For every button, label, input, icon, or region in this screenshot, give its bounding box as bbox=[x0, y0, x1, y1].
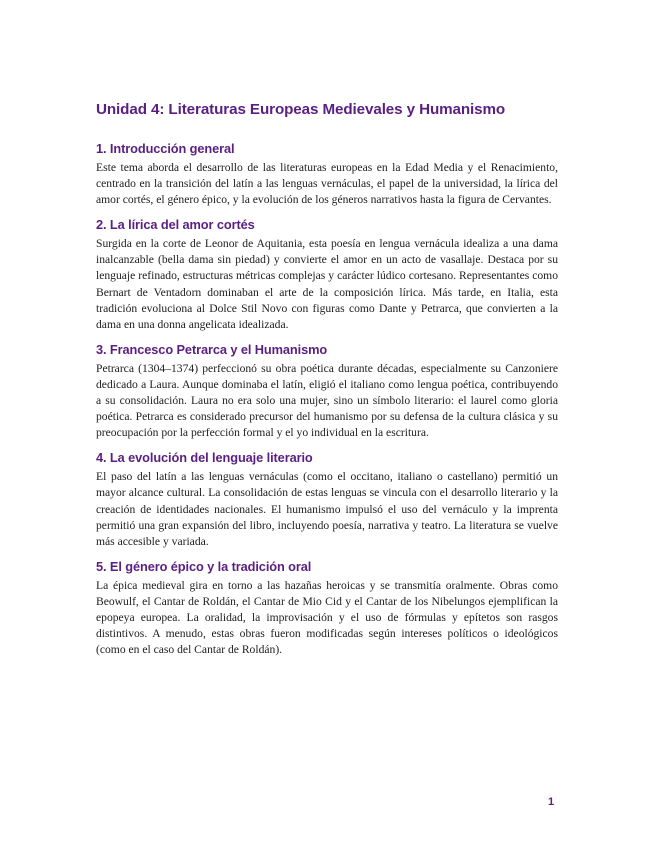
document-content bbox=[96, 100, 558, 666]
section-body: El paso del latín a las lenguas vernáculas (como el occitano, italiano o castellano) permitió un mayor alcance cultural. La consolidación de estas lenguas se vincula con el desarrollo literario y la creación de identidades nacionales. El humanismo impulsó el uso del vernáculo y la imprenta permitió una gran expansión del libro, incluyendo poesía, narrativa y teatro. La literatura se vuelve más accesible y variada. bbox=[96, 470, 558, 548]
section-heading: 1. Introducción general bbox=[96, 141, 235, 156]
page-number: 1 bbox=[548, 796, 555, 808]
section-genero-epico bbox=[96, 558, 558, 658]
section-lenguaje-literario bbox=[96, 449, 558, 549]
section-body: Surgida en la corte de Leonor de Aquitania, esta poesía en lengua vernácula idealiza a una dama inalcanzable (bella dama sin piedad) y convierte el amor en un acto de vasallaje. Destaca por su lenguaje refinado, estructuras métricas complejas y carácter lúdico cortesano. Representantes como Bernart de Ventadorn dominaban el arte de la composición lírica. Más tarde, en Italia, esta tradición evoluciona al Dolce Stil Novo con figuras como Dante y Petrarca, que convierten a la dama en una donna angelicata idealizada. bbox=[96, 237, 558, 331]
section-heading: 4. La evolución del lenguaje literario bbox=[96, 450, 313, 466]
section-heading: 2. La lírica del amor cortés bbox=[96, 217, 255, 233]
document-title: Unidad 4: Literaturas Europeas Medievales y Humanismo bbox=[96, 101, 506, 118]
section-petrarca bbox=[96, 341, 558, 441]
section-heading: 5. El género épico y la tradición oral bbox=[96, 558, 312, 574]
section-body: Este tema aborda el desarrollo de las literaturas europeas en la Edad Media y el Renacimiento, centrado en la transición del latín a las lenguas vernáculas, el papel de la universidad, la lírica del amor cortés, el género épico, y la evolución de los géneros narrativos hasta la figura de Cervantes. bbox=[96, 161, 558, 207]
section-introduccion bbox=[96, 140, 558, 208]
section-amor-cortes bbox=[96, 216, 558, 333]
section-heading: 3. Francesco Petrarca y el Humanismo bbox=[96, 341, 328, 357]
section-body: La épica medieval gira en torno a las hazañas heroicas y se transmitía oralmente. Obras como Beowulf, el Cantar de Roldán, el Cantar de Mio Cid y el Cantar de los Nibelungos ejemplifican la epopeya europea. La oralidad, la improvisación y el uso de fórmulas y epítetos son rasgos distintivos. A menudo, estas obras fueron modificadas según intereses políticos o ideológicos (como en el caso del Cantar de Roldán). bbox=[96, 578, 558, 657]
section-body: Petrarca (1304–1374) perfeccionó su obra poética durante décadas, especialmente su Canzoniere dedicado a Laura. Aunque dominaba el latín, eligió el italiano como lengua poética, contribuyendo a su consolidación. Laura no era solo una mujer, sino un símbolo literario: el laurel como gloria poética. Petrarca es considerado precursor del humanismo por su defensa de la cultura clásica y su preocupación por la perfección formal y el yo individual en la escritura. bbox=[96, 361, 558, 440]
